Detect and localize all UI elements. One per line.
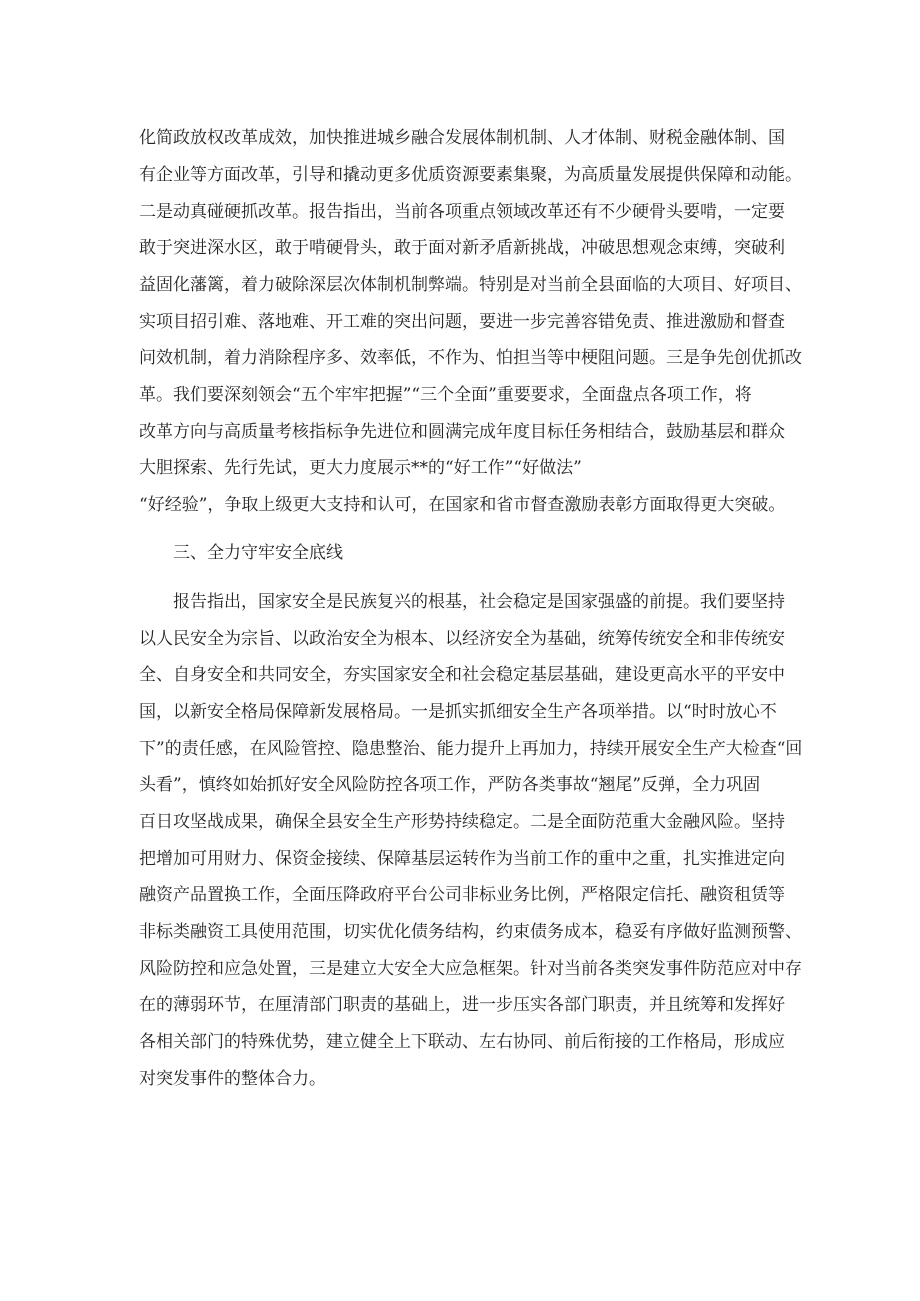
body-text-line: 益固化藩篱，着力破除深层次体制机制弊端。特别是对当前全县面临的大项目、好项目、 — [139, 275, 802, 295]
section-heading: 三、全力守牢安全底线 — [173, 543, 343, 563]
body-text-line: 对突发事件的整体合力。 — [139, 1069, 326, 1089]
body-text-line: 国，以新安全格局保障新发展格局。一是抓实抓细安全生产各项举措。以“时时放心不 — [139, 702, 777, 722]
body-text-line: 革。我们要深刻领会“五个牢牢把握”“三个全面”重要要求，全面盘点各项工作，将 — [139, 385, 752, 405]
body-text-line: 非标类融资工具使用范围，切实优化债务结构，约束债务成本，稳妥有序做好监测预警、 — [139, 922, 802, 942]
paragraph-first-line: 报告指出，国家安全是民族复兴的根基，社会稳定是国家强盛的前提。我们要坚持 — [173, 592, 785, 612]
body-text-line: 全、自身安全和共同安全，夯实国家安全和社会稳定基层基础，建设更高水平的平安中 — [139, 665, 785, 685]
body-text-line: 在的薄弱环节，在厘清部门职责的基础上，进一步压实各部门职责，并且统筹和发挥好 — [139, 995, 785, 1015]
body-text-line: 敢于突进深水区，敢于啃硬骨头，敢于面对新矛盾新挑战，冲破思想观念束缚，突破利 — [139, 238, 785, 258]
body-text-line: 化简政放权改革成效，加快推进城乡融合发展体制机制、人才体制、财税金融体制、国 — [139, 128, 785, 148]
body-text-line: 二是动真碰硬抓改革。报告指出，当前各项重点领域改革还有不少硬骨头要啃，一定要 — [139, 202, 785, 222]
body-text-line: 有企业等方面改革，引导和撬动更多优质资源要素集聚，为高质量发展提供保障和动能。 — [139, 165, 802, 185]
body-text-line: 问效机制，着力消除程序多、效率低，不作为、怕担当等中梗阻问题。三是争先创优抓改 — [139, 348, 802, 368]
body-text-line: “好经验”，争取上级更大支持和认可，在国家和省市督查激励表彰方面取得更大突破。 — [139, 495, 786, 515]
body-text-line: 风险防控和应急处置，三是建立大安全大应急框架。针对当前各类突发事件防范应对中存 — [139, 959, 802, 979]
body-text-line: 把增加可用财力、保资金接续、保障基层运转作为当前工作的重中之重，扎实推进定向 — [139, 849, 785, 869]
body-text-line: 百日攻坚战成果，确保全县安全生产形势持续稳定。二是全面防范重大金融风险。坚持 — [139, 812, 785, 832]
body-text-line: 以人民安全为宗旨、以政治安全为根本、以经济安全为基础，统筹传统安全和非传统安 — [139, 629, 785, 649]
body-text-line: 下”的责任感，在风险管控、隐患整治、能力提升上再加力，持续开展安全生产大检查“回 — [139, 739, 803, 759]
body-text-line: 改革方向与高质量考核指标争先进位和圆满完成年度目标任务相结合，鼓励基层和群众 — [139, 422, 785, 442]
body-text-line: 大胆探索、先行先试，更大力度展示**的“好工作”“好做法” — [139, 458, 582, 478]
body-text-line: 融资产品置换工作，全面压降政府平台公司非标业务比例，严格限定信托、融资租赁等 — [139, 885, 785, 905]
body-text-line: 头看”，慎终如始抓好安全风险防控各项工作，严防各类事故“翘尾”反弹，全力巩固 — [139, 775, 761, 795]
body-text-line: 各相关部门的特殊优势，建立健全上下联动、左右协同、前后衔接的工作格局，形成应 — [139, 1032, 785, 1052]
body-text-line: 实项目招引难、落地难、开工难的突出问题，要进一步完善容错免责、推进激励和督查 — [139, 312, 785, 332]
